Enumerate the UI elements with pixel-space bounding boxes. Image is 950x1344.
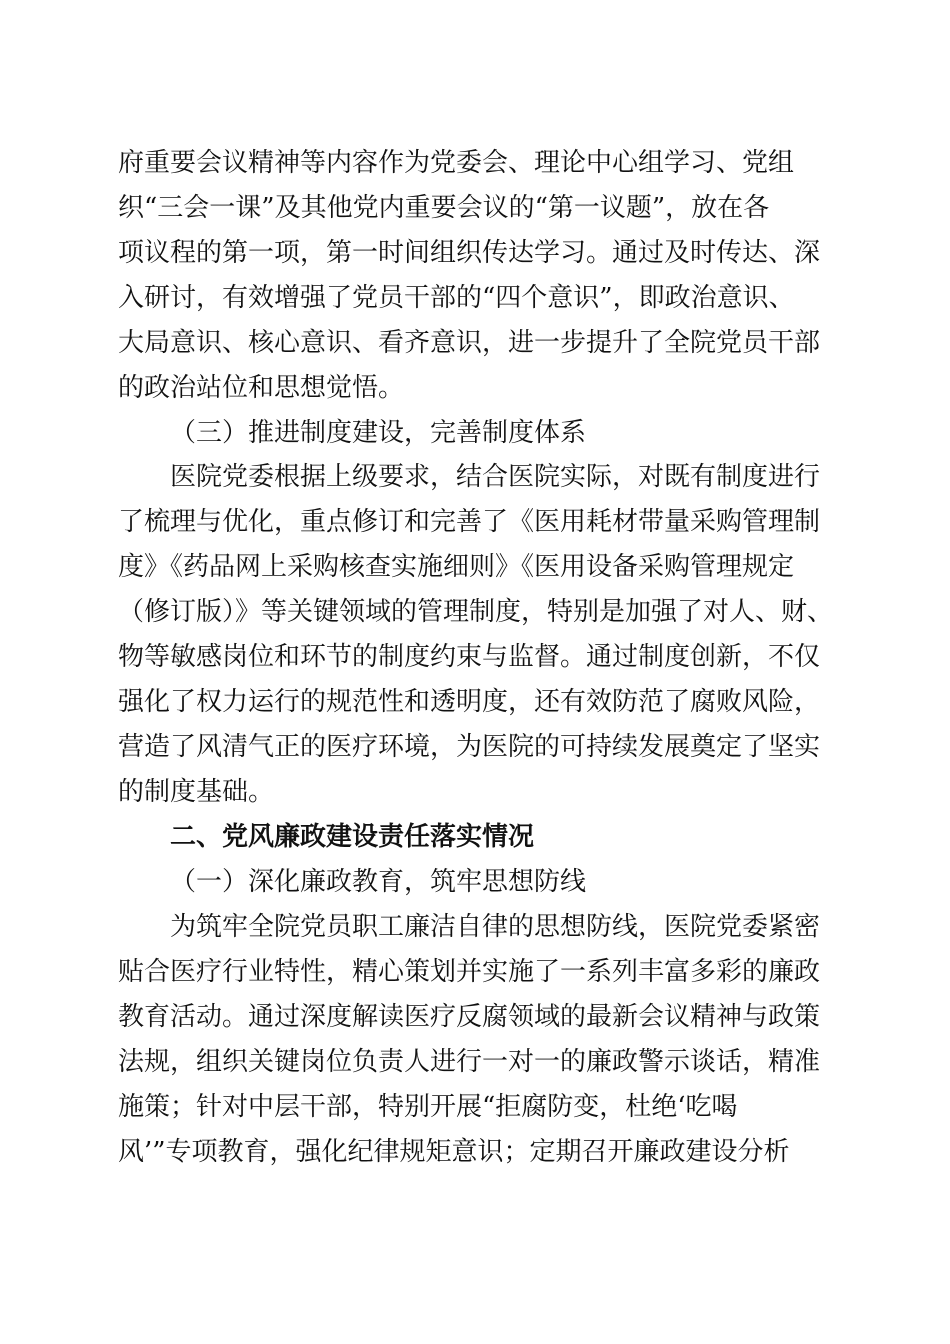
paragraph-line: 了梳理与优化，重点修订和完善了《医用耗材带量采购管理制 (118, 507, 821, 537)
paragraph-line: 大局意识、核心意识、看齐意识，进一步提升了全院党员干部 (118, 328, 821, 358)
paragraph-line: 营造了风清气正的医疗环境，为医院的可持续发展奠定了坚实 (118, 732, 821, 762)
section-subheading: （三）推进制度建设，完善制度体系 (170, 418, 587, 448)
paragraph-line: 教育活动。通过深度解读医疗反腐领域的最新会议精神与政策 (118, 1002, 821, 1032)
paragraph-line: 风’”专项教育，强化纪律规矩意识；定期召开廉政建设分析 (118, 1137, 790, 1167)
paragraph-line: 医院党委根据上级要求，结合医院实际，对既有制度进行 (170, 462, 821, 492)
paragraph-line: 入研讨，有效增强了党员干部的“四个意识”，即政治意识、 (118, 283, 795, 313)
paragraph-line: 府重要会议精神等内容作为党委会、理论中心组学习、党组 (118, 148, 795, 178)
paragraph-line: 为筑牢全院党员职工廉洁自律的思想防线，医院党委紧密 (170, 912, 821, 942)
paragraph-line: 贴合医疗行业特性，精心策划并实施了一系列丰富多彩的廉政 (118, 957, 821, 987)
paragraph-line: 施策；针对中层干部，特别开展“拒腐防变，杜绝‘吃喝 (118, 1092, 738, 1122)
section-heading: 二、党风廉政建设责任落实情况 (170, 822, 535, 852)
paragraph-line: 度》《药品网上采购核查实施细则》《医用设备采购管理规定 (118, 552, 795, 582)
paragraph-line: （修订版）》等关键领域的管理制度，特别是加强了对人、财、 (118, 597, 834, 627)
paragraph-line: 强化了权力运行的规范性和透明度，还有效防范了腐败风险， (118, 687, 821, 717)
section-subheading: （一）深化廉政教育，筑牢思想防线 (170, 867, 587, 897)
paragraph-line: 法规，组织关键岗位负责人进行一对一的廉政警示谈话，精准 (118, 1047, 821, 1077)
paragraph-line: 项议程的第一项，第一时间组织传达学习。通过及时传达、深 (118, 238, 821, 268)
paragraph-line: 的政治站位和思想觉悟。 (118, 373, 405, 403)
paragraph-line: 物等敏感岗位和环节的制度约束与监督。通过制度创新，不仅 (118, 642, 821, 672)
paragraph-line: 的制度基础。 (118, 777, 275, 807)
paragraph-line: 织“三会一课”及其他党内重要会议的“第一议题”，放在各 (118, 193, 770, 223)
